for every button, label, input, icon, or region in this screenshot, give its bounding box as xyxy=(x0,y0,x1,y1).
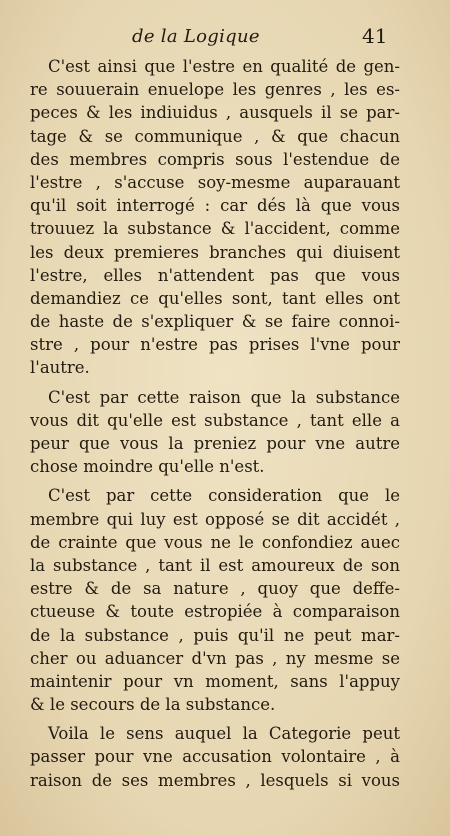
text-line: stre , pour n'estre pas prises l'vne pour xyxy=(30,335,400,355)
text-line: de crainte que vous ne le confondiez auec xyxy=(30,532,400,552)
text-line: estre & de sa nature , quoy que deffe- xyxy=(30,579,400,599)
text-line: la substance , tant il est amoureux de son xyxy=(30,555,400,575)
page-header xyxy=(0,22,450,52)
body-text xyxy=(30,55,400,792)
paragraph xyxy=(30,484,400,716)
text-line: membre qui luy est opposé se dit accidét , xyxy=(30,509,400,529)
text-line: l'estre, elles n'attendent pas que vous xyxy=(30,265,400,285)
text-line: C'est par cette consideration que le xyxy=(48,486,400,506)
text-line: tage & se communique , & que chacun xyxy=(30,126,400,146)
text-line: peur que vous la preniez pour vne autre xyxy=(30,434,400,453)
text-line: chose moindre qu'elle n'est. xyxy=(30,457,265,477)
text-line: & le secours de la substance. xyxy=(30,695,276,715)
text-line: l'autre. xyxy=(30,358,90,378)
text-line: maintenir pour vn moment, sans l'appuy xyxy=(30,671,400,691)
page-number: 41 xyxy=(362,24,388,48)
text-line: demandiez ce qu'elles sont, tant elles ont xyxy=(30,288,400,308)
text-line: les deux premieres branches qui diuisent xyxy=(30,242,400,262)
text-line: trouuez la substance & l'accident, comme xyxy=(30,219,400,239)
text-line: C'est ainsi que l'estre en qualité de gen- xyxy=(48,57,400,76)
text-line: cher ou aduancer d'vn pas , ny mesme se xyxy=(30,648,400,668)
text-line: des membres compris sous l'estendue de xyxy=(30,149,400,169)
text-line: de la substance , puis qu'il ne peut mar- xyxy=(30,625,400,645)
text-line: peces & les indiuidus , ausquels il se par- xyxy=(30,103,400,123)
text-line: re souuerain enuelope les genres , les es- xyxy=(30,80,400,100)
text-line: ctueuse & toute estropiée à comparaison xyxy=(30,602,400,622)
text-line: C'est par cette raison que la substance xyxy=(48,387,400,407)
text-line: vous dit qu'elle est substance , tant elle a xyxy=(30,410,400,430)
text-line: raison de ses membres , lesquels si vous xyxy=(30,770,400,790)
text-line: passer pour vne accusation volontaire , à xyxy=(30,747,400,767)
text-line: Voila le sens auquel la Categorie peut xyxy=(48,724,400,744)
paragraph xyxy=(30,55,400,380)
running-head: de la Logique xyxy=(132,26,260,47)
text-line: de haste de s'expliquer & se faire connoi- xyxy=(30,312,400,332)
text-line: l'estre , s'accuse soy-mesme auparauant xyxy=(30,172,400,192)
paragraph xyxy=(30,722,400,792)
paragraph xyxy=(30,386,400,479)
text-line: qu'il soit interrogé : car dés là que vous xyxy=(30,196,400,216)
